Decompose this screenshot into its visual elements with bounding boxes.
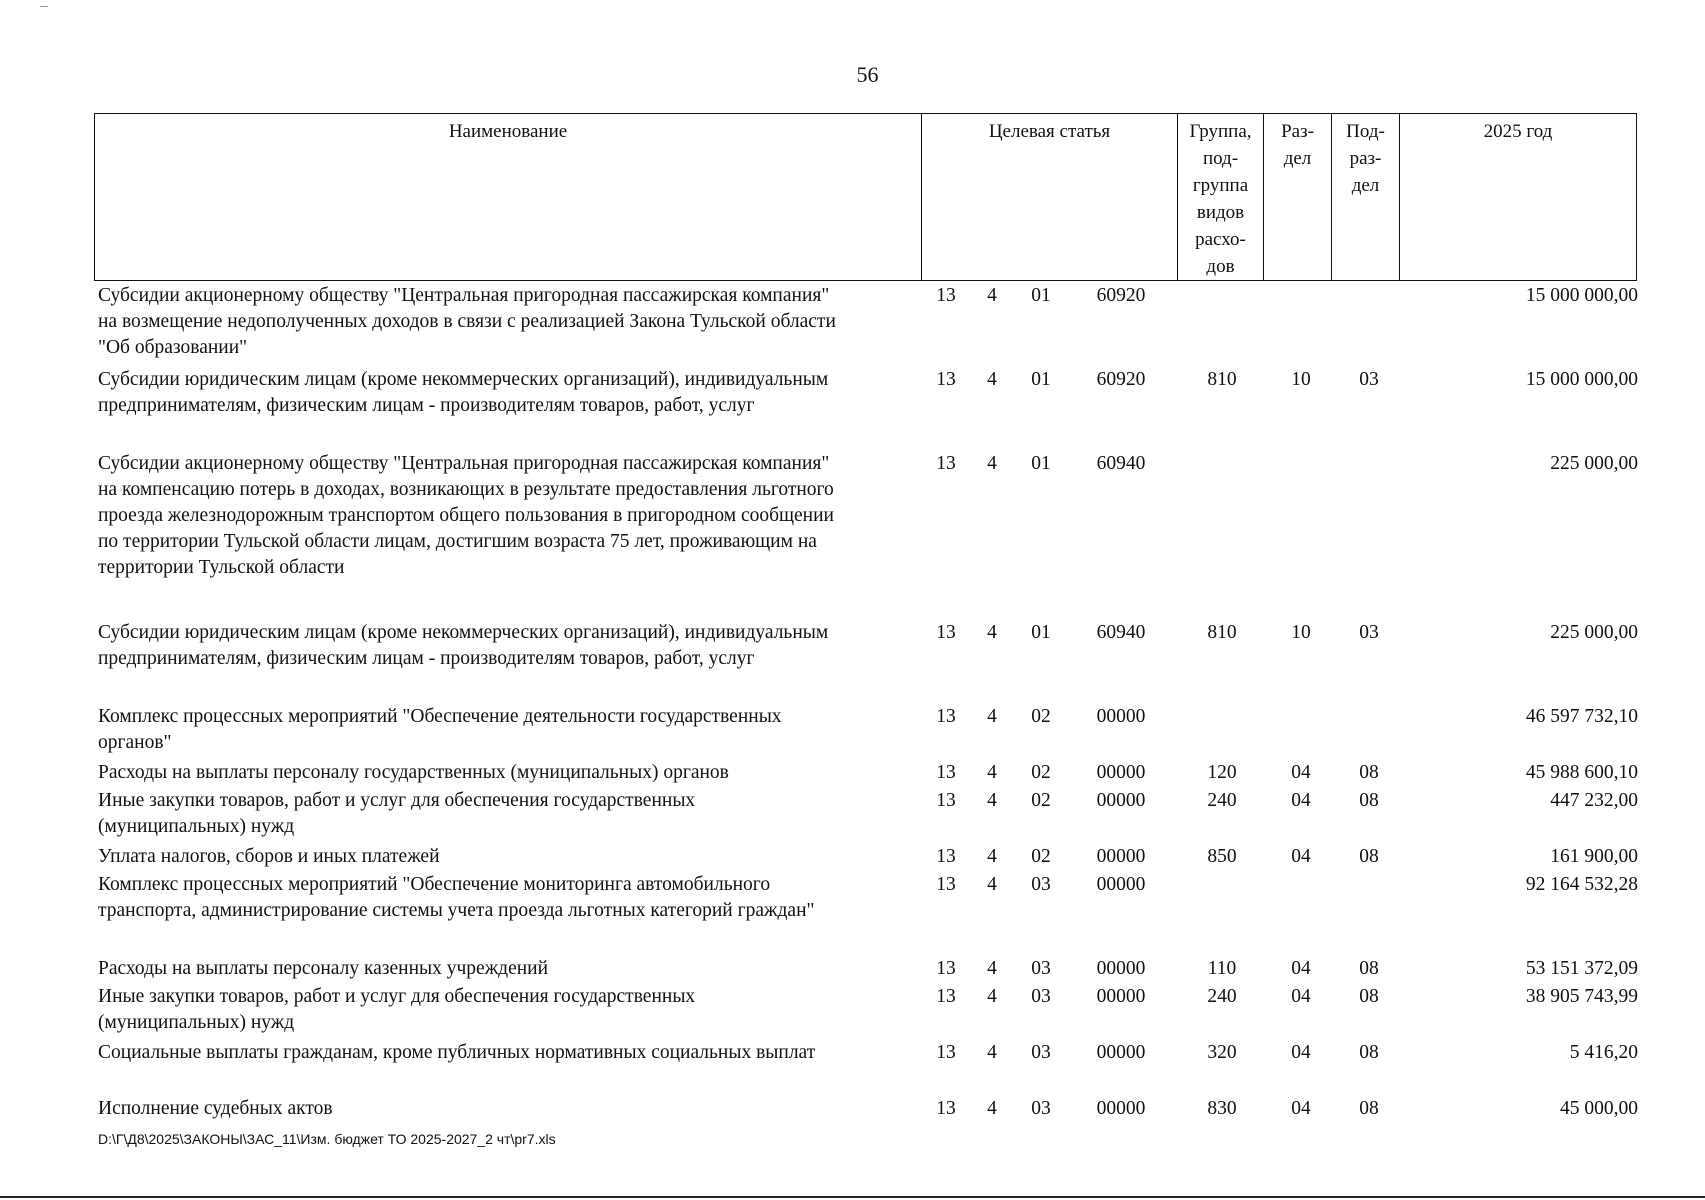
target-code-complex: 03 [1031,1098,1051,1119]
target-code-type: 4 [987,453,997,474]
row-name [98,283,918,361]
target-code-program: 13 [936,958,956,979]
amount-2025: 15 000 000,00 [1525,285,1638,306]
section: 10 [1291,622,1311,643]
target-code-direction: 60940 [1096,622,1146,643]
amount-2025: 46 597 732,10 [1525,706,1638,727]
header-name: Наименование [95,114,922,281]
amount-2025: 45 000,00 [1560,1098,1638,1119]
amount-2025: 447 232,00 [1550,790,1638,811]
name-line: Расходы на выплаты персоналу государственных (муниципальных) органов [98,762,729,783]
name-line: органов" [98,732,172,753]
name-line: (муниципальных) нужд [98,816,295,837]
header-line: группа [1192,175,1249,196]
target-code-direction: 60920 [1096,369,1146,390]
target-code-type: 4 [987,622,997,643]
header-line: видов [1196,202,1245,223]
name-line: на возмещение недополученных доходов в связи с реализацией Закона Тульской области [98,311,836,332]
row-name [98,984,918,1036]
name-line: Социальные выплаты гражданам, кроме публичных нормативных социальных выплат [98,1042,816,1063]
name-line: территории Тульской области [98,557,345,578]
name-line: Комплекс процессных мероприятий "Обеспечение мониторинга автомобильного [98,874,771,895]
header-year: 2025 год [1400,114,1637,281]
section: 04 [1291,1042,1311,1063]
target-code-type: 4 [987,706,997,727]
name-line: на компенсацию потерь в доходах, возникающих в результате предоставления льготного [98,479,834,500]
amount-2025: 161 900,00 [1550,846,1638,867]
row-name [98,1040,918,1066]
subsection: 03 [1359,369,1379,390]
target-code-type: 4 [987,790,997,811]
target-code-complex: 01 [1031,285,1051,306]
expense-group: 110 [1207,958,1237,979]
name-line: Комплекс процессных мероприятий "Обеспечение деятельности государственных [98,706,782,727]
subsection: 03 [1359,622,1379,643]
target-code-complex: 03 [1031,874,1051,895]
section: 04 [1291,762,1311,783]
row-name [98,1096,918,1122]
header-line: дел [1283,148,1312,169]
subsection: 08 [1359,846,1379,867]
header-line: дел [1351,175,1380,196]
target-code-program: 13 [936,369,956,390]
name-line: предпринимателям, физическим лицам - производителям товаров, работ, услуг [98,395,755,416]
section: 04 [1291,986,1311,1007]
target-code-type: 4 [987,986,997,1007]
target-code-program: 13 [936,846,956,867]
target-code-program: 13 [936,762,956,783]
header-line: дов [1206,256,1235,277]
section: 04 [1291,846,1311,867]
target-code-type: 4 [987,846,997,867]
name-line: "Об образовании" [98,337,248,358]
name-line: Расходы на выплаты персоналу казенных учреждений [98,958,549,979]
row-name [98,620,918,672]
name-line: Уплата налогов, сборов и иных платежей [98,846,440,867]
target-code-type: 4 [987,369,997,390]
target-code-type: 4 [987,874,997,895]
target-code-program: 13 [936,285,956,306]
row-name [98,760,918,786]
target-code-direction: 00000 [1096,790,1146,811]
target-code-direction: 00000 [1096,706,1146,727]
header-line: Под- [1346,121,1385,142]
target-code-complex: 01 [1031,622,1051,643]
subsection: 08 [1359,762,1379,783]
target-code-complex: 02 [1031,706,1051,727]
header-section [1264,114,1332,281]
target-code-direction: 00000 [1096,986,1146,1007]
target-code-direction: 60940 [1096,453,1146,474]
name-line: по территории Тульской области лицам, достигшим возраста 75 лет, проживающим на [98,531,817,552]
page-number: 56 [856,62,879,87]
header-line: Раз- [1281,121,1314,142]
scan-mark [40,6,48,7]
target-code-direction: 00000 [1096,958,1146,979]
expense-group: 810 [1207,622,1237,643]
section: 04 [1291,790,1311,811]
target-code-type: 4 [987,762,997,783]
target-code-direction: 00000 [1096,762,1146,783]
subsection: 08 [1359,986,1379,1007]
target-code-complex: 01 [1031,453,1051,474]
header-expense-group [1178,114,1264,281]
subsection: 08 [1359,958,1379,979]
amount-2025: 5 416,20 [1569,1042,1638,1063]
header-subsection [1332,114,1400,281]
section: 04 [1291,1098,1311,1119]
target-code-complex: 02 [1031,762,1051,783]
name-line: Субсидии юридическим лицам (кроме некоммерческих организаций), индивидуальным [98,622,829,643]
header-line: под- [1202,148,1239,169]
target-code-direction: 60920 [1096,285,1146,306]
target-code-type: 4 [987,1042,997,1063]
table-header [94,113,1637,281]
expense-group: 240 [1207,790,1237,811]
subsection: 08 [1359,1098,1379,1119]
subsection: 08 [1359,1042,1379,1063]
amount-2025: 225 000,00 [1550,622,1638,643]
expense-group: 320 [1207,1042,1237,1063]
amount-2025: 45 988 600,10 [1525,762,1638,783]
section: 10 [1291,369,1311,390]
target-code-program: 13 [936,790,956,811]
row-name [98,451,918,581]
header-target-article: Целевая статья [922,114,1178,281]
target-code-type: 4 [987,1098,997,1119]
target-code-program: 13 [936,874,956,895]
expense-group: 810 [1207,369,1237,390]
target-code-complex: 03 [1031,958,1051,979]
target-code-program: 13 [936,1098,956,1119]
amount-2025: 38 905 743,99 [1525,986,1638,1007]
target-code-program: 13 [936,453,956,474]
header-line: Группа, [1189,121,1252,142]
expense-group: 120 [1207,762,1237,783]
bottom-rule [0,1196,1705,1198]
header-line: раз- [1349,148,1382,169]
name-line: Иные закупки товаров, работ и услуг для обеспечения государственных [98,790,696,811]
target-code-program: 13 [936,1042,956,1063]
name-line: (муниципальных) нужд [98,1012,295,1033]
file-path-footer: D:\Г\Д8\2025\ЗАКОНЫ\ЗАС_11\Изм. бюджет ТО 2025-2027_2 чт\pr7.xls [98,1131,556,1147]
target-code-program: 13 [936,986,956,1007]
name-line: Иные закупки товаров, работ и услуг для обеспечения государственных [98,986,696,1007]
target-code-program: 13 [936,706,956,727]
target-code-complex: 02 [1031,846,1051,867]
target-code-type: 4 [987,958,997,979]
name-line: Субсидии акционерному обществу "Центральная пригородная пассажирская компания" [98,285,830,306]
subsection: 08 [1359,790,1379,811]
target-code-complex: 03 [1031,986,1051,1007]
row-name [98,956,918,982]
target-code-complex: 01 [1031,369,1051,390]
section: 04 [1291,958,1311,979]
row-name [98,788,918,840]
header-line: расхо- [1195,229,1246,250]
target-code-program: 13 [936,622,956,643]
target-code-type: 4 [987,285,997,306]
name-line: Субсидии акционерному обществу "Центральная пригородная пассажирская компания" [98,453,830,474]
target-code-direction: 00000 [1096,1042,1146,1063]
amount-2025: 53 151 372,09 [1525,958,1638,979]
target-code-complex: 02 [1031,790,1051,811]
name-line: проезда железнодорожным транспортом общего пользования в пригородном сообщении [98,505,834,526]
name-line: Исполнение судебных актов [98,1098,333,1119]
name-line: предпринимателям, физическим лицам - производителям товаров, работ, услуг [98,648,755,669]
target-code-direction: 00000 [1096,874,1146,895]
name-line: транспорта, администрирование системы учета проезда льготных категорий граждан" [98,900,815,921]
expense-group: 240 [1207,986,1237,1007]
target-code-direction: 00000 [1096,846,1146,867]
row-name [98,844,918,870]
amount-2025: 15 000 000,00 [1525,369,1638,390]
row-name [98,704,918,756]
row-name [98,872,918,924]
amount-2025: 92 164 532,28 [1525,874,1638,895]
name-line: Субсидии юридическим лицам (кроме некоммерческих организаций), индивидуальным [98,369,829,390]
target-code-complex: 03 [1031,1042,1051,1063]
amount-2025: 225 000,00 [1550,453,1638,474]
row-name [98,367,918,419]
expense-group: 830 [1207,1098,1237,1119]
target-code-direction: 00000 [1096,1098,1146,1119]
expense-group: 850 [1207,846,1237,867]
